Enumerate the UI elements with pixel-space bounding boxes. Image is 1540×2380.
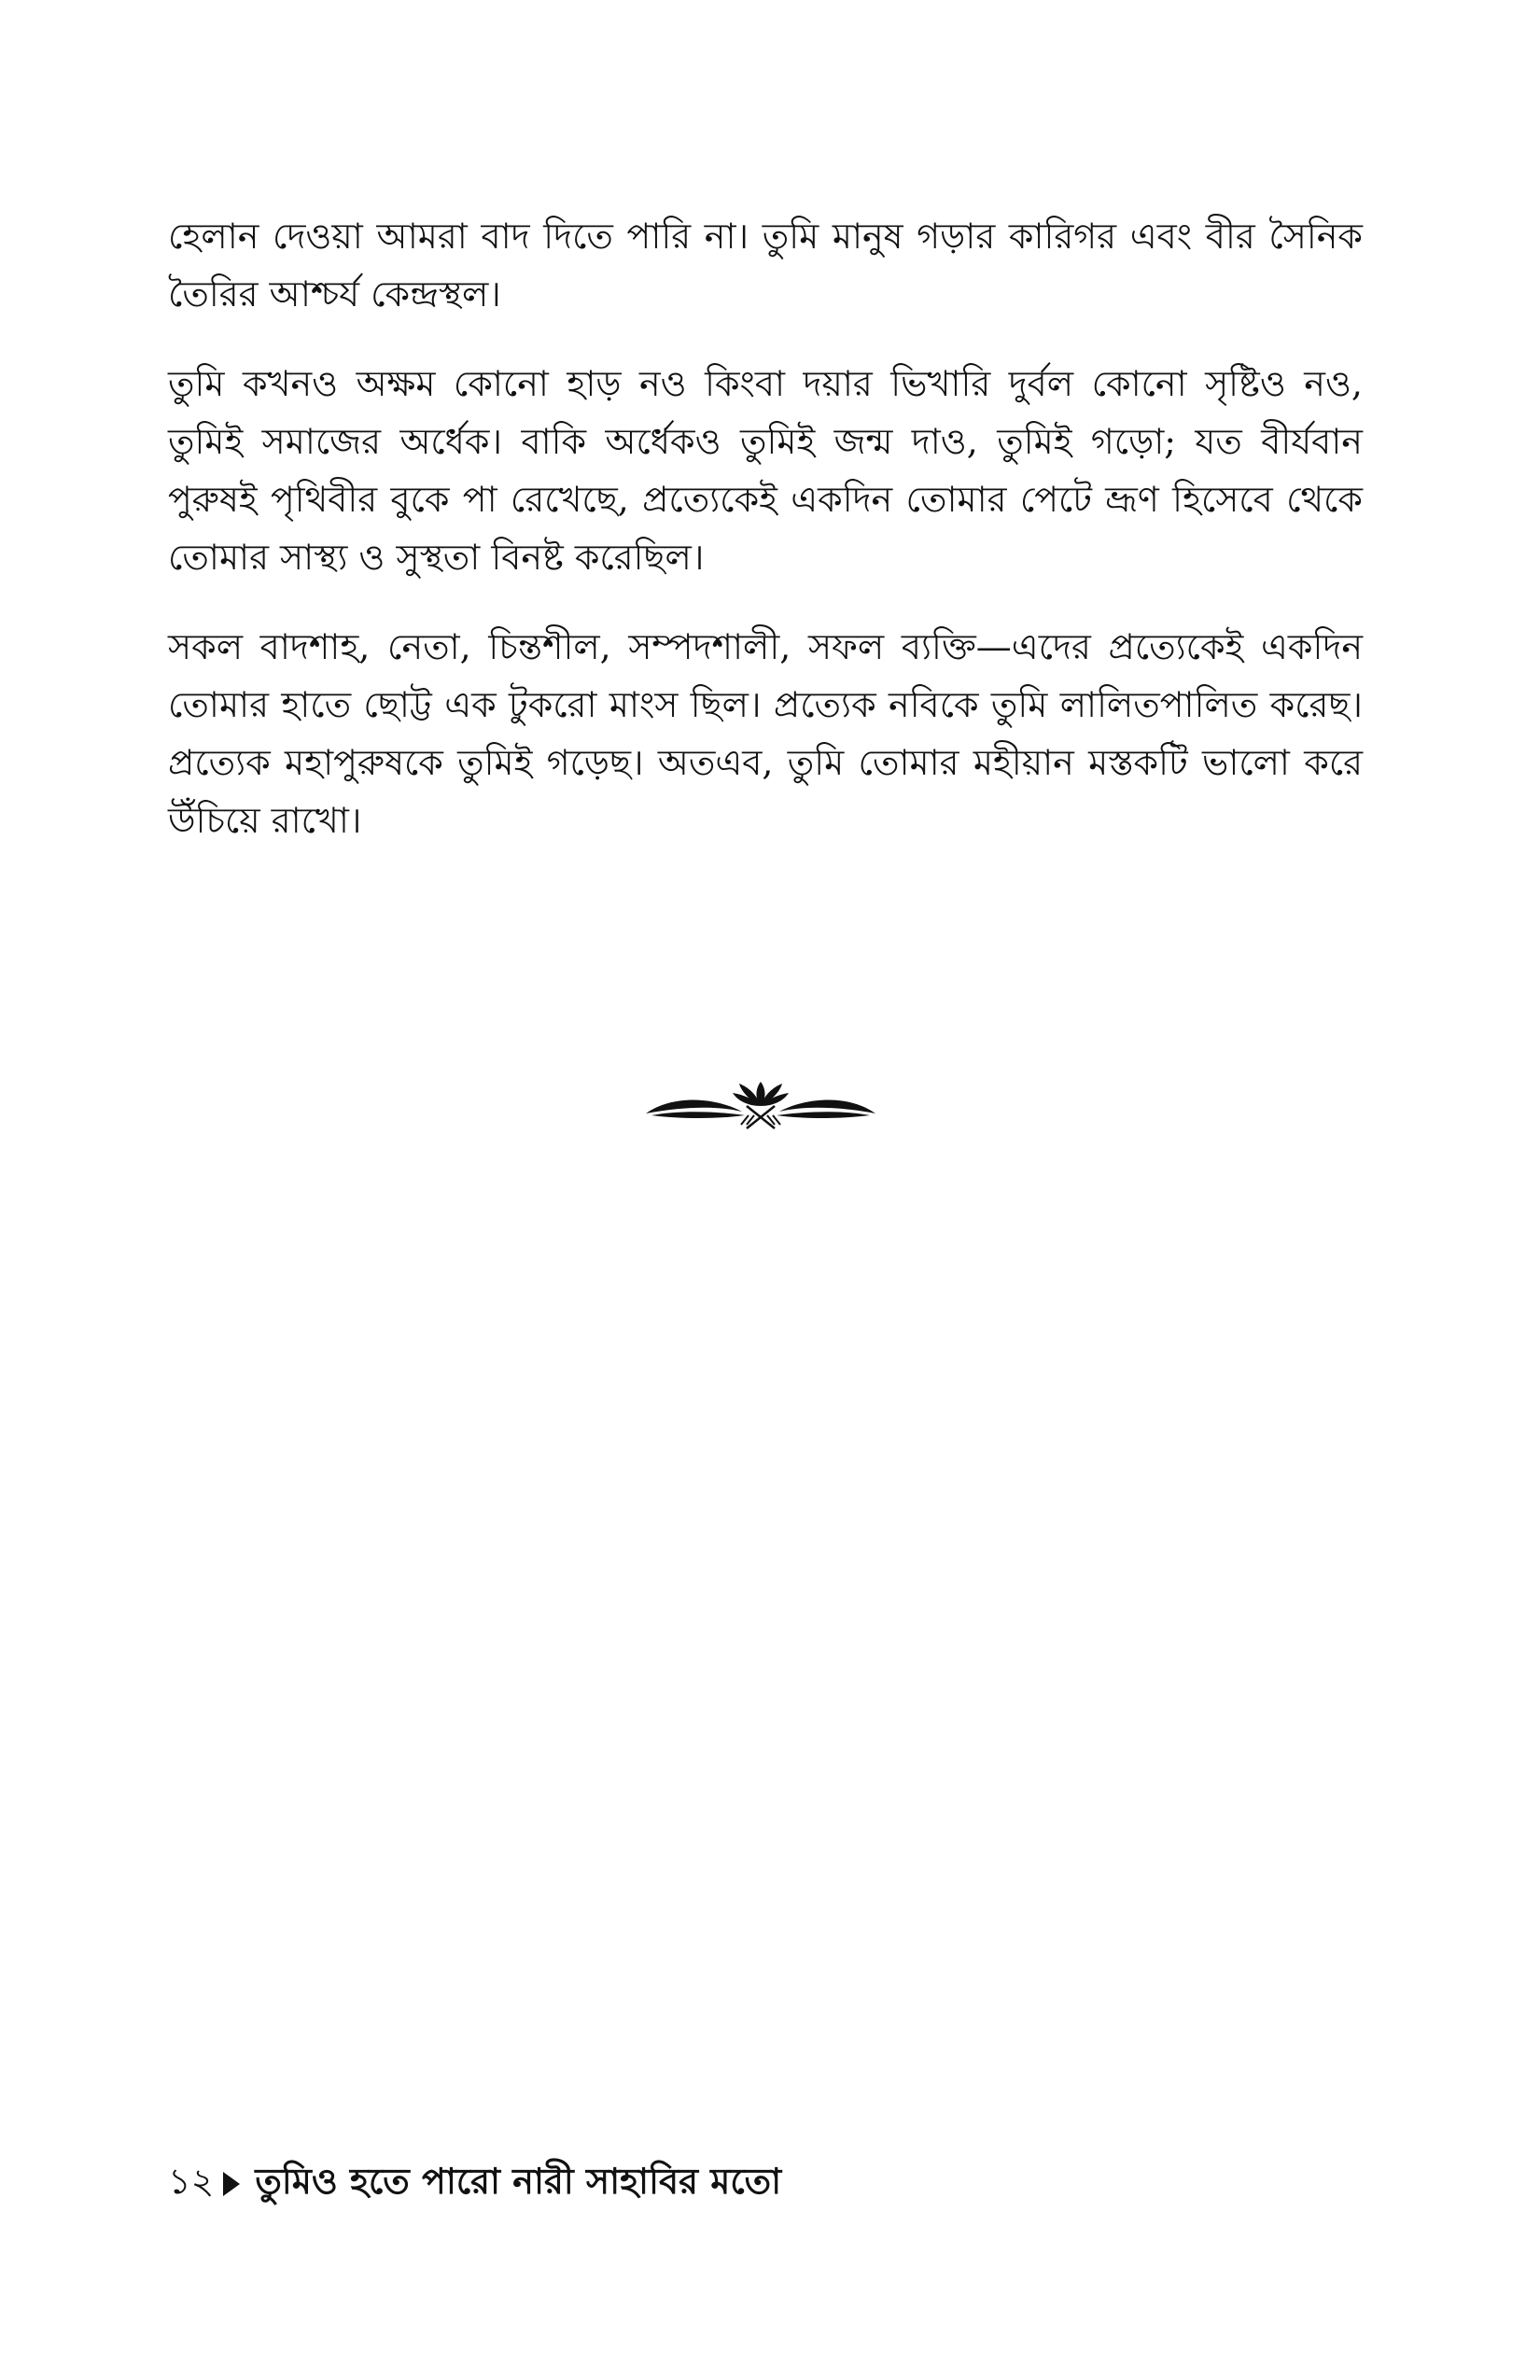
paragraph-3: সকল বাদশাহ, নেতা, চিন্তশীল, সম্পদশালী, সফল ব্যক্তি—এদের প্রত্যেকেই একদিন তোমার হাতে ছোট্ট এক টুকরো মাংস ছিল। প্রত্যেক নবিকে তুমি লালিতপালিত করেছ। প্রত্যেক মহাপুরুষকে তুমিই গড়েছ। অতএব, তুমি তোমার মহীয়ান মস্তকটি ভালো করে উঁচিয়ে রাখো।	[168, 626, 1363, 841]
paragraph-2: তুমি কখনও অক্ষম কোনো হাড় নও কিংবা দয়ার ভিখারি দুর্বল কোনো সৃষ্টিও নও, তুমিই সমাজের অর্ধেক। বাকি অর্ধেকও তুমিই জন্ম দাও, তুমিই গড়ো; যত বীর্যবান পুরুষই পৃথিবীর বুকে পা রেখেছে, প্রত্যেকেই একদিন তোমার পেটে ভ্রূণ হিসেবে থেকে তোমার সাস্থ্য ও সুস্থতা বিনষ্ট করেছিল।	[168, 363, 1363, 578]
paragraph-1: হেলান দেওয়া আমরা বাদ দিতে পারি না। তুমি মানুষ গড়ার কারিগর এবং বীর সৈনিক তৈরির আশ্চর্য কেন্দ্রস্থল।	[168, 216, 1363, 315]
page-footer	[168, 2156, 781, 2212]
floral-divider-icon	[644, 1078, 877, 1130]
page-number: ১২	[168, 2161, 215, 2202]
book-title: তুমিও হতে পারো নারী সাহাবির মতো	[255, 2161, 782, 2202]
play-arrow-icon	[223, 2172, 240, 2196]
body-text	[168, 207, 1363, 881]
